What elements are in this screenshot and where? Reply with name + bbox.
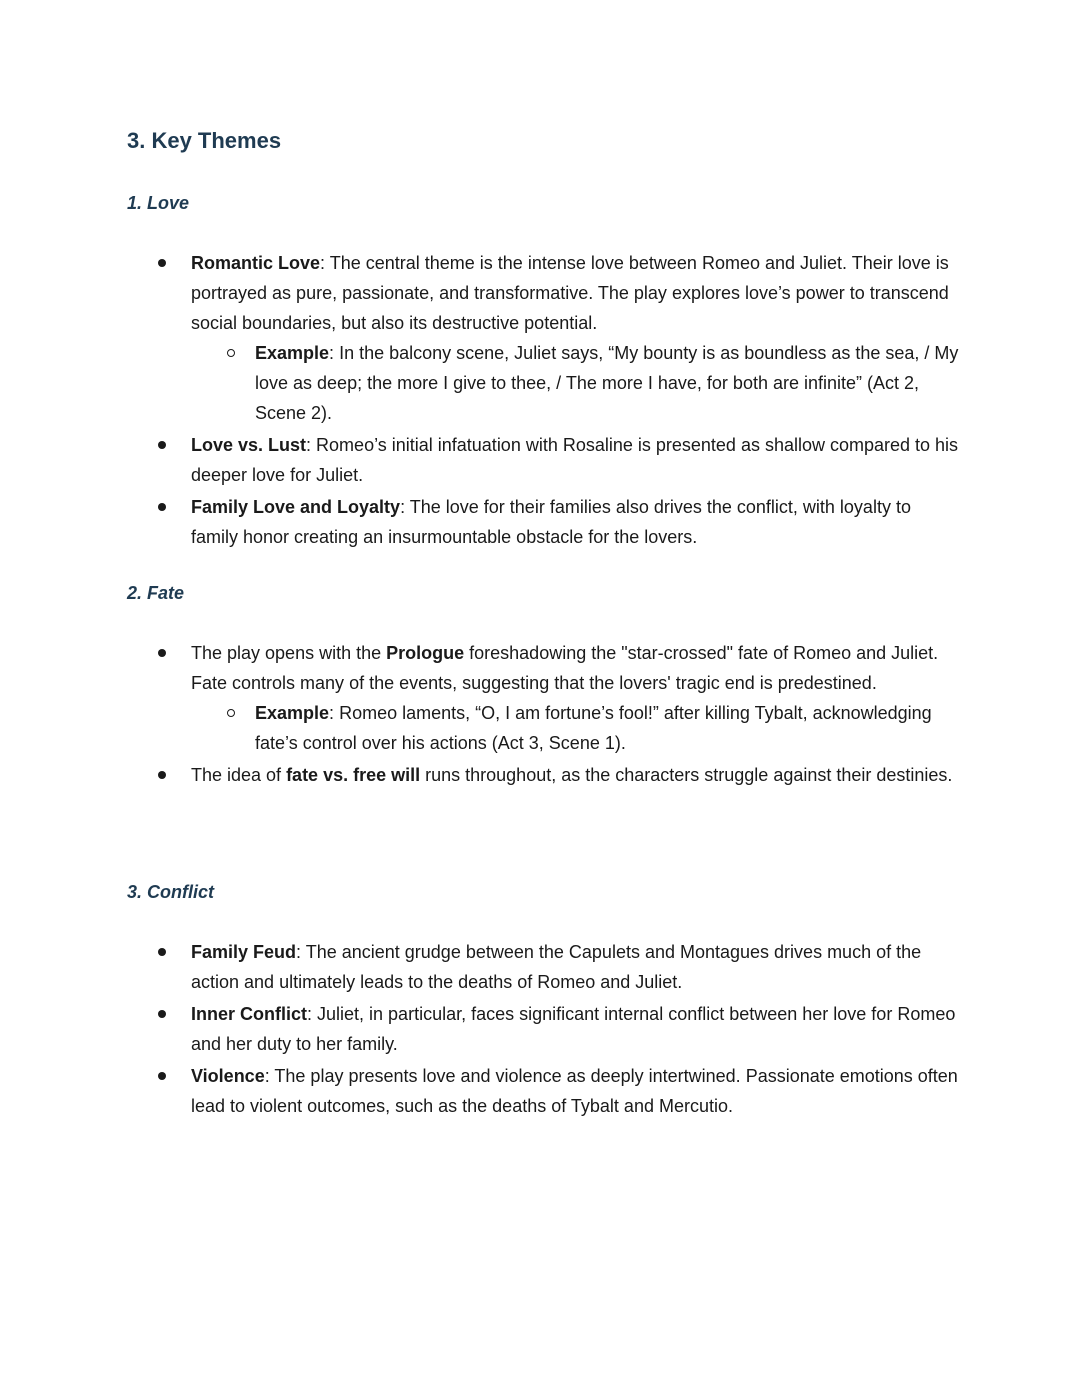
- list-item: The idea of fate vs. free will runs throughout, as the characters struggle against their destinies.: [191, 760, 961, 790]
- item-text: The play presents love and violence as deeply intertwined. Passionate emotions often lead to violent outcomes, such as the deaths of Tybalt and Mercutio.: [191, 1066, 958, 1116]
- term: fate vs. free will: [286, 765, 421, 785]
- term: Family Feud: [191, 942, 297, 962]
- sub-list-item: Example: Romeo laments, “O, I am fortune’s fool!” after killing Tybalt, acknowledging fate’s control over his actions (Act 3, Scene 1).: [255, 698, 961, 758]
- sub-list-item: Example: In the balcony scene, Juliet says, “My bounty is as boundless as the sea, / My love as deep; the more I give to thee, / The more I have, for both are infinite” (Act 2, Scene 2).: [255, 338, 961, 428]
- term: Romantic Love: [191, 253, 321, 273]
- item-text: The ancient grudge between the Capulets and Montagues drives much of the action and ultimately leads to the deaths of Romeo and Juliet.: [191, 942, 922, 992]
- term: Prologue: [386, 643, 465, 663]
- list-item: The play opens with the Prologue foreshadowing the "star-crossed" fate of Romeo and Juliet. Fate controls many of the events, suggesting that the lovers' tragic end is predestined. Example: Romeo laments, “O, I am fortune’s fool!” after killing Tybalt, acknowledging fate’s control over his actions (Act 3, Scene 1).: [191, 638, 961, 758]
- item-text: Juliet, in particular, faces significant internal conflict between her love for Romeo and her duty to her family.: [191, 1004, 956, 1054]
- subheading-fate: 2. Fate: [127, 583, 185, 603]
- item-text: Romeo laments, “O, I am fortune’s fool!” after killing Tybalt, acknowledging fate’s control over his actions (Act 3, Scene 1).: [255, 703, 932, 753]
- list-item: Family Love and Loyalty: The love for their families also drives the conflict, with loyalty to family honor creating an insurmountable obstacle for the lovers.: [191, 492, 961, 552]
- subheading-conflict: 3. Conflict: [127, 882, 215, 902]
- sub-list: [191, 338, 961, 428]
- term: Violence: [191, 1066, 265, 1086]
- term: Inner Conflict: [191, 1004, 307, 1024]
- fate-list: [191, 638, 961, 792]
- item-text: Romeo’s initial infatuation with Rosaline is presented as shallow compared to his deeper love for Juliet.: [191, 435, 959, 485]
- section-heading: 3. Key Themes: [127, 128, 282, 153]
- item-text: The central theme is the intense love between Romeo and Juliet. Their love is portrayed as pure, passionate, and transformative. The play explores love’s power to transcend social boundaries, but also its destructive potential.: [191, 253, 949, 333]
- term: Example: [255, 343, 330, 363]
- list-item: Family Feud: The ancient grudge between the Capulets and Montagues drives much of the action and ultimately leads to the deaths of Romeo and Juliet.: [191, 937, 961, 997]
- list-item: Violence: The play presents love and violence as deeply intertwined. Passionate emotions often lead to violent outcomes, such as the deaths of Tybalt and Mercutio.: [191, 1061, 961, 1121]
- item-text: In the balcony scene, Juliet says, “My bounty is as boundless as the sea, / My love as deep; the more I give to thee, / The more I have, for both are infinite” (Act 2, Scene 2).: [255, 343, 959, 423]
- list-item: Love vs. Lust: Romeo’s initial infatuation with Rosaline is presented as shallow compared to his deeper love for Juliet.: [191, 430, 961, 490]
- term: Family Love and Loyalty: [191, 497, 401, 517]
- subheading-love: 1. Love: [127, 193, 190, 213]
- list-item: Romantic Love: The central theme is the intense love between Romeo and Juliet. Their love is portrayed as pure, passionate, and transformative. The play explores love’s power to transcend social boundaries, but also its destructive potential. Example: In the balcony scene, Juliet says, “My bounty is as boundless as the sea, / My love as deep; the more I give to thee, / The more I have, for both are infinite” (Act 2, Scene 2).: [191, 248, 961, 428]
- love-list: [191, 248, 961, 554]
- item-text: The love for their families also drives the conflict, with loyalty to family honor creating an insurmountable obstacle for the lovers.: [191, 497, 911, 547]
- conflict-list: [191, 937, 961, 1123]
- sub-list: [191, 698, 961, 758]
- list-item: Inner Conflict: Juliet, in particular, faces significant internal conflict between her love for Romeo and her duty to her family.: [191, 999, 961, 1059]
- term: Example: [255, 703, 330, 723]
- term: Love vs. Lust: [191, 435, 307, 455]
